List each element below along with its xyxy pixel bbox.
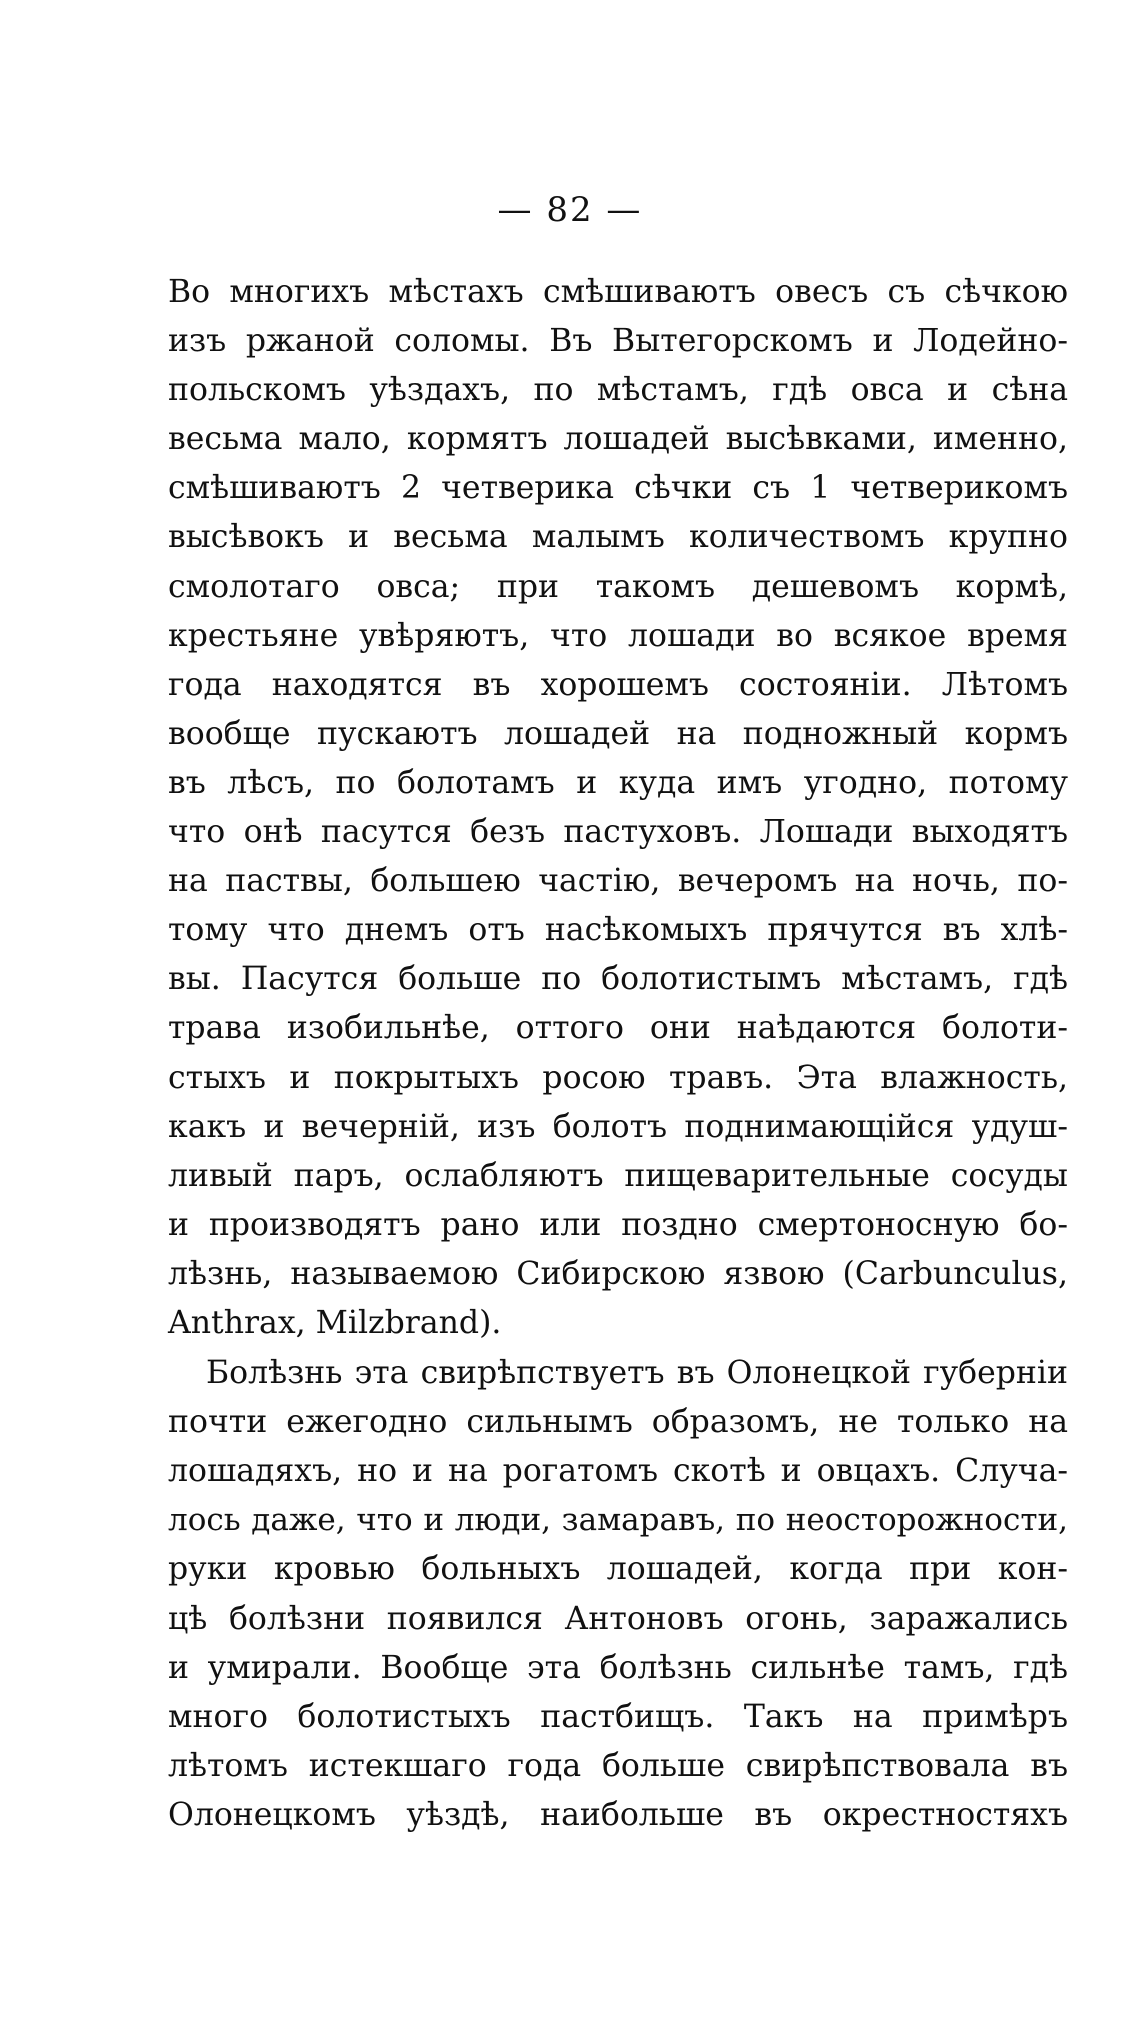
- text-line: почти ежегодно сильнымъ образомъ, не только на: [168, 1404, 1068, 1441]
- text-line: стыхъ и покрытыхъ росою травъ. Эта влажность,: [168, 1059, 1068, 1096]
- text-line: что онѣ пасутся безъ пастуховъ. Лошади выходятъ: [168, 814, 1068, 851]
- body-text: [168, 268, 1068, 1840]
- text-line: смолотаго овса; при такомъ дешевомъ кормѣ,: [168, 568, 1068, 605]
- text-line: лѣзнь, называемою Сибирскою язвою (Carbunculus,: [168, 1255, 1068, 1292]
- paragraph-1: [168, 268, 1068, 1348]
- page-number: — 82 —: [497, 190, 643, 230]
- text-line: вообще пускаютъ лошадей на подножный кормъ: [168, 715, 1068, 752]
- text-line: крестьяне увѣряютъ, что лошади во всякое время: [168, 617, 1068, 654]
- text-line: лось даже, что и люди, замаравъ, по неосторожности,: [168, 1502, 1068, 1539]
- text-line: тому что днемъ отъ насѣкомыхъ прячутся въ хлѣ-: [168, 912, 1068, 949]
- text-line: лошадяхъ, но и на рогатомъ скотѣ и овцахъ. Случа-: [168, 1453, 1068, 1490]
- text-line: Олонецкомъ уѣздѣ, наибольше въ окрестностяхъ: [168, 1796, 1068, 1833]
- text-line: польскомъ уѣздахъ, по мѣстамъ, гдѣ овса и сѣна: [168, 372, 1068, 409]
- text-line: цѣ болѣзни появился Антоновъ огонь, заражались: [168, 1600, 1068, 1637]
- text-line: лѣтомъ истекшаго года больше свирѣпствовала въ: [168, 1747, 1068, 1784]
- text-line: ливый паръ, ослабляютъ пищеварительные сосуды: [168, 1157, 1068, 1194]
- text-line: какъ и вечерній, изъ болотъ поднимающійся удуш-: [168, 1108, 1068, 1145]
- text-line: Во многихъ мѣстахъ смѣшиваютъ овесъ съ сѣчкою: [168, 274, 1068, 310]
- text-line: трава изобильнѣе, оттого они наѣдаются болоти-: [168, 1010, 1068, 1047]
- text-line: вы. Пасутся больше по болотистымъ мѣстамъ, гдѣ: [168, 961, 1068, 998]
- text-line: много болотистыхъ пастбищъ. Такъ на примѣръ: [168, 1698, 1068, 1735]
- text-line: Anthrax, Milzbrand).: [168, 1304, 502, 1341]
- text-line: года находятся въ хорошемъ состояніи. Лѣтомъ: [168, 666, 1068, 703]
- text-line: руки кровью больныхъ лошадей, когда при кон-: [168, 1551, 1068, 1588]
- text-line: Болѣзнь эта свирѣпствуетъ въ Олонецкой губерніи: [206, 1355, 1068, 1392]
- text-line: въ лѣсъ, по болотамъ и куда имъ угодно, потому: [168, 764, 1068, 801]
- text-line: и производятъ рано или поздно смертоносную бо-: [168, 1206, 1068, 1243]
- text-line: высѣвокъ и весьма малымъ количествомъ крупно: [168, 519, 1068, 556]
- text-line: изъ ржаной соломы. Въ Вытегорскомъ и Лодейно-: [168, 323, 1068, 360]
- text-line: смѣшиваютъ 2 четверика сѣчки съ 1 четверикомъ: [168, 470, 1068, 507]
- text-line: на паствы, большею частію, вечеромъ на ночь, по-: [168, 863, 1068, 900]
- text-line: весьма мало, кормятъ лошадей высѣвками, именно,: [168, 421, 1068, 458]
- text-line: и умирали. Вообще эта болѣзнь сильнѣе тамъ, гдѣ: [168, 1649, 1068, 1686]
- paragraph-2: [168, 1349, 1068, 1840]
